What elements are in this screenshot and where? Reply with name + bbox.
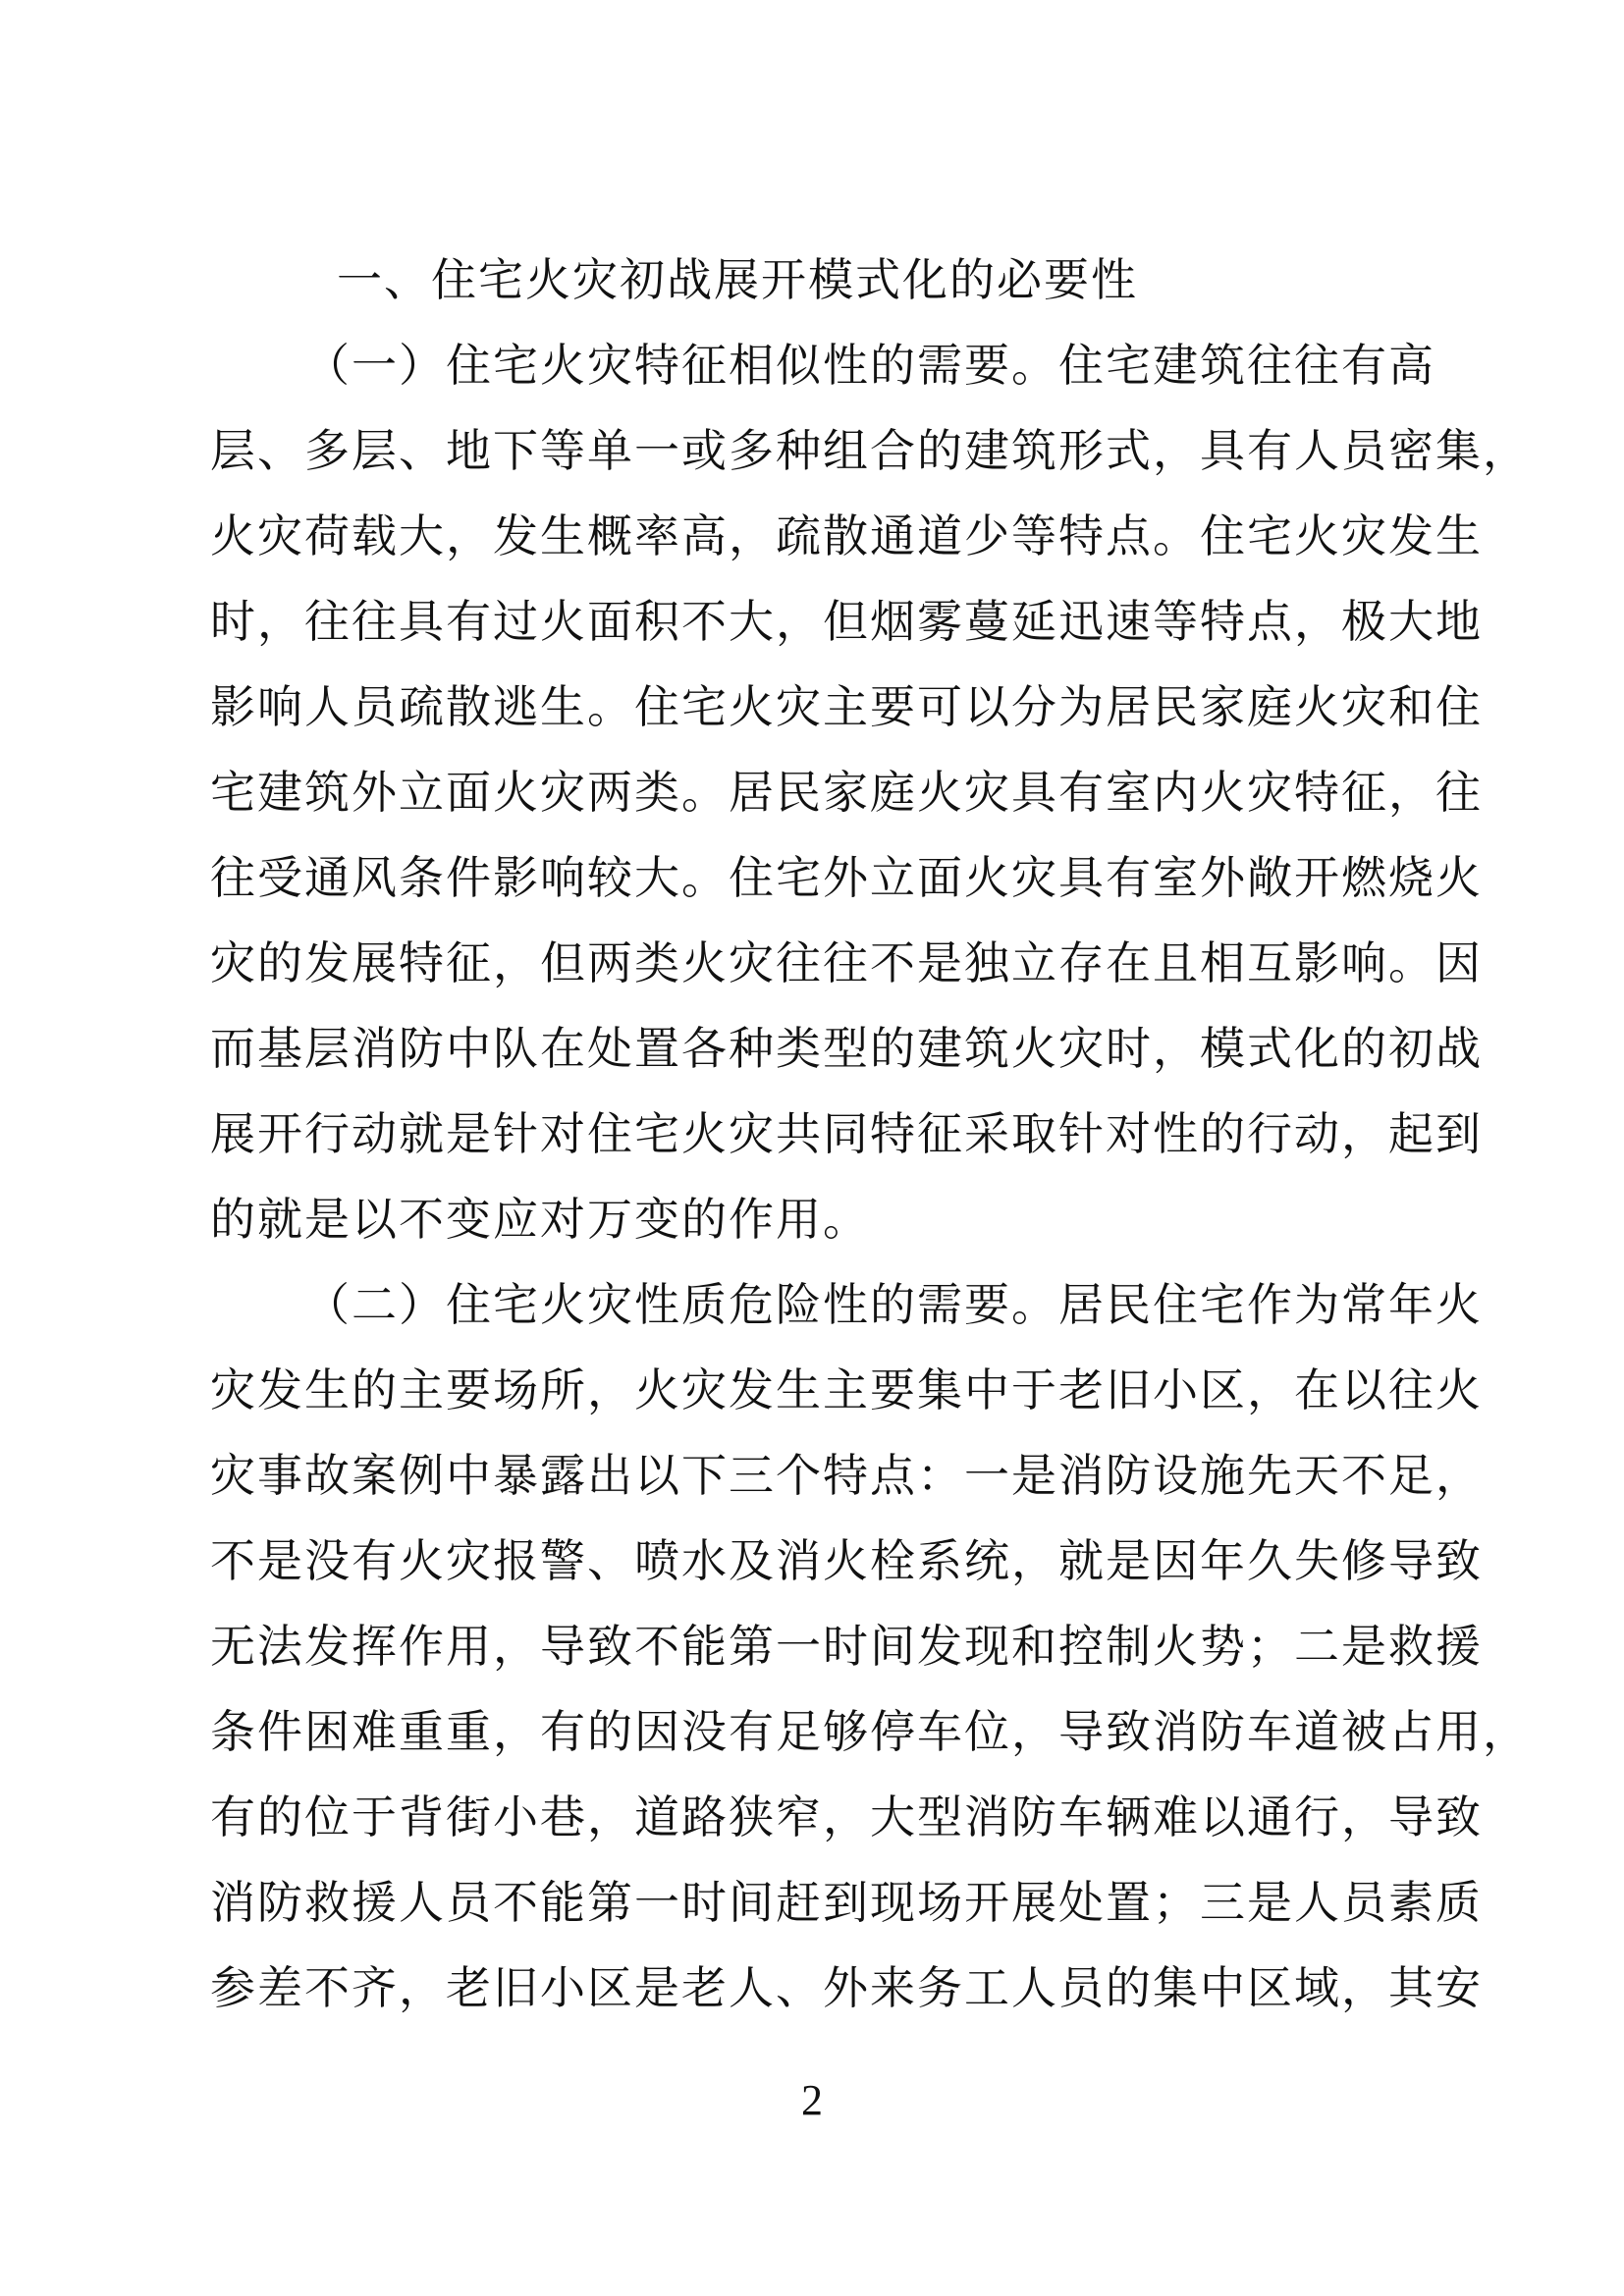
paragraph-line: 条件困难重重，有的因没有足够停车位，导致消防车道被占用，	[210, 1705, 1530, 1758]
paragraph-line: 宅建筑外立面火灾两类。居民家庭火灾具有室内火灾特征，往	[210, 766, 1483, 819]
paragraph-line: 影响人员疏散逃生。住宅火灾主要可以分为居民家庭火灾和住	[210, 680, 1483, 733]
paragraph-line: 无法发挥作用，导致不能第一时间发现和控制火势；二是救援	[210, 1620, 1483, 1673]
paragraph-line: 层、多层、地下等单一或多种组合的建筑形式，具有人员密集，	[210, 424, 1530, 477]
page-number: 2	[801, 2076, 823, 2124]
paragraph-line: 不是没有火灾报警、喷水及消火栓系统，就是因年久失修导致	[210, 1534, 1483, 1587]
paragraph-line: 有的位于背街小巷，道路狭窄，大型消防车辆难以通行，导致	[210, 1790, 1483, 1843]
paragraph-line: 而基层消防中队在处置各种类型的建筑火灾时，模式化的初战	[210, 1022, 1483, 1075]
paragraph-line: 灾的发展特征，但两类火灾往往不是独立存在且相互影响。因	[210, 936, 1483, 989]
paragraph-line: 时，往往具有过火面积不大，但烟雾蔓延迅速等特点，极大地	[210, 595, 1483, 648]
paragraph-line: 灾事故案例中暴露出以下三个特点：一是消防设施先天不足，	[210, 1449, 1483, 1502]
paragraph-line: 的就是以不变应对万变的作用。	[210, 1193, 870, 1246]
paragraph-line: 往受通风条件影响较大。住宅外立面火灾具有室外敞开燃烧火	[210, 851, 1483, 904]
section-heading: 一、住宅火灾初战展开模式化的必要性	[337, 253, 1138, 306]
paragraph-line: 火灾荷载大，发生概率高，疏散通道少等特点。住宅火灾发生	[210, 509, 1483, 562]
paragraph-line: 展开行动就是针对住宅火灾共同特征采取针对性的行动，起到	[210, 1107, 1483, 1160]
paragraph-line: （一）住宅火灾特征相似性的需要。住宅建筑往往有高	[304, 339, 1435, 392]
paragraph-line: 参差不齐，老旧小区是老人、外来务工人员的集中区域，其安	[210, 1961, 1483, 2014]
paragraph-line: 消防救援人员不能第一时间赶到现场开展处置；三是人员素质	[210, 1876, 1483, 1929]
paragraph-line: 灾发生的主要场所，火灾发生主要集中于老旧小区，在以往火	[210, 1363, 1483, 1416]
paragraph-line: （二）住宅火灾性质危险性的需要。居民住宅作为常年火	[304, 1278, 1483, 1331]
